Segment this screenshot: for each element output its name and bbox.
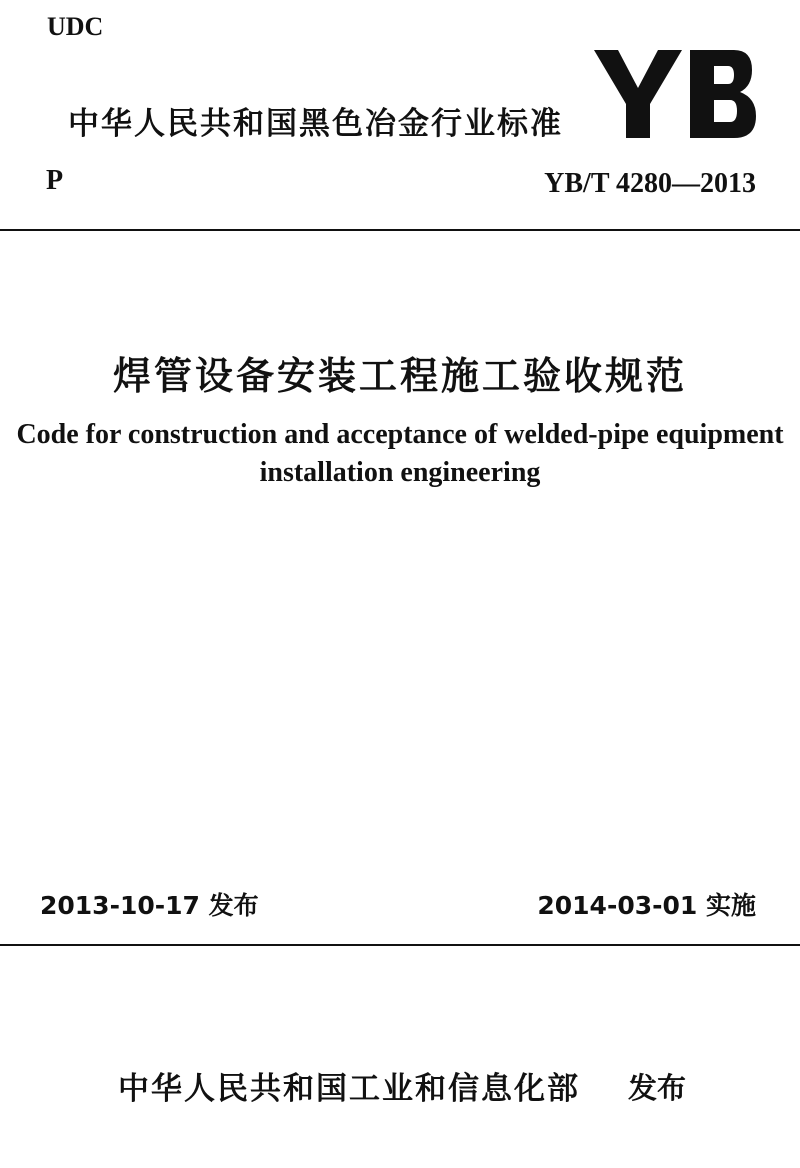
yb-logo [594, 48, 758, 140]
effective-date: 2014-03-01 实施 [537, 891, 756, 920]
category-code: P [46, 165, 64, 196]
top-divider [0, 229, 800, 231]
standard-type-title: 中华人民共和国黑色冶金行业标准 [68, 106, 563, 142]
udc-label: UDC [47, 12, 104, 41]
issuing-action: 发布 [628, 1071, 687, 1105]
issue-date: 2013-10-17 发布 [40, 891, 259, 920]
issuing-authority: 中华人民共和国工业和信息化部 [118, 1071, 580, 1107]
title-english-line-2: installation engineering [259, 457, 541, 488]
bottom-divider [0, 944, 800, 946]
title-english [0, 416, 800, 492]
standard-number: YB/T 4280—2013 [544, 168, 756, 199]
title-chinese: 焊管设备安装工程施工验收规范 [112, 354, 687, 398]
title-english-line-1: Code for construction and acceptance of welded-pipe equipment [16, 419, 784, 450]
